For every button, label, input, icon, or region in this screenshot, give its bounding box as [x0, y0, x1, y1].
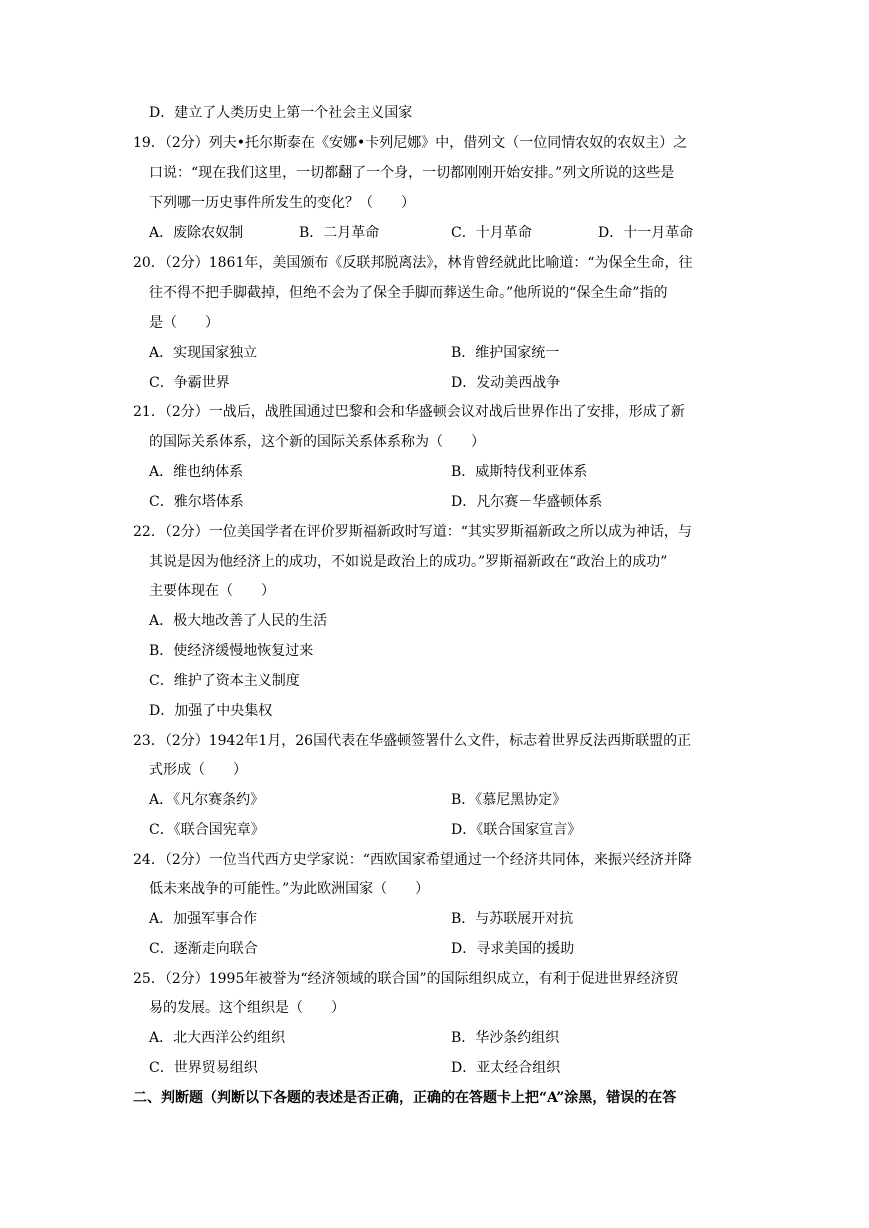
- q22-stem-line2: 其说是因为他经济上的成功，不如说是政治上的成功。”罗斯福新政在“政治上的成功”: [149, 554, 668, 570]
- q19-stem-line1: 19．（2分）列夫•托尔斯泰在《安娜•卡列尼娜》中，借列文（一位同情农奴的农奴主）之: [133, 135, 688, 151]
- q21-option-d: D．凡尔赛－华盛顿体系: [451, 494, 603, 510]
- section-2-heading: 二、判断题（判断以下各题的表述是否正确，正确的在答题卡上把“A”涂黑，错误的在答: [133, 1090, 677, 1106]
- q22-option-a: A．极大地改善了人民的生活: [149, 613, 328, 629]
- q21-stem-line2: 的国际关系体系，这个新的国际关系体系称为（ ）: [149, 434, 485, 450]
- q23-option-d: D．《联合国家宣言》: [451, 822, 582, 838]
- q23-option-b: B．《慕尼黑协定》: [451, 792, 567, 808]
- q19-option-c: C．十月革命: [451, 225, 532, 241]
- q24-stem-line2: 低未来战争的可能性。”为此欧洲国家（ ）: [149, 881, 430, 897]
- q25-option-c: C．世界贸易组织: [149, 1060, 258, 1076]
- q18-option-d: D．建立了人类历史上第一个社会主义国家: [149, 105, 413, 121]
- q23-option-a: A．《凡尔赛条约》: [149, 792, 265, 808]
- q24-option-c: C．逐渐走向联合: [149, 941, 258, 957]
- q21-option-b: B．威斯特伐利亚体系: [451, 464, 588, 480]
- q24-option-a: A．加强军事合作: [149, 911, 258, 927]
- q25-option-b: B．华沙条约组织: [451, 1030, 560, 1046]
- q22-option-b: B．使经济缓慢地恢复过来: [149, 643, 314, 659]
- q20-stem-line3: 是（ ）: [149, 315, 219, 331]
- q20-option-c: C．争霸世界: [149, 375, 230, 391]
- q24-option-b: B．与苏联展开对抗: [451, 911, 574, 927]
- q24-option-d: D．寻求美国的援助: [451, 941, 575, 957]
- q20-option-d: D．发动美西战争: [451, 375, 561, 391]
- q22-stem-line3: 主要体现在（ ）: [149, 583, 275, 599]
- q19-option-d: D．十一月革命: [598, 225, 694, 241]
- q25-stem-line1: 25．（2分）1995年被誉为“经济领域的联合国”的国际组织成立，有利于促进世界经济贸: [133, 971, 679, 987]
- q25-option-d: D．亚太经合组织: [451, 1060, 561, 1076]
- q22-stem-line1: 22．（2分）一位美国学者在评价罗斯福新政时写道：“其实罗斯福新政之所以成为神话，与: [133, 524, 692, 540]
- q23-option-c: C．《联合国宪章》: [149, 822, 265, 838]
- q25-stem-line2: 易的发展。这个组织是（ ）: [149, 1000, 345, 1016]
- q19-option-b: B．二月革命: [299, 225, 380, 241]
- q20-option-a: A．实现国家独立: [149, 345, 258, 361]
- q19-option-a: A．废除农奴制: [149, 225, 244, 241]
- q21-option-a: A．维也纳体系: [149, 464, 244, 480]
- q22-option-d: D．加强了中央集权: [149, 703, 273, 719]
- q23-stem-line1: 23．（2分）1942年1月，26国代表在华盛顿签署什么文件，标志着世界反法西斯联盟的正: [133, 733, 692, 749]
- q20-option-b: B．维护国家统一: [451, 345, 560, 361]
- q24-stem-line1: 24．（2分）一位当代西方史学家说：“西欧国家希望通过一个经济共同体，来振兴经济并降: [133, 852, 692, 868]
- q23-stem-line2: 式形成（ ）: [149, 762, 247, 778]
- q19-stem-line2: 口说：“现在我们这里，一切都翻了一个身，一切都刚刚开始安排。”列文所说的这些是: [149, 165, 675, 181]
- q22-option-c: C．维护了资本主义制度: [149, 673, 300, 689]
- q21-option-c: C．雅尔塔体系: [149, 494, 244, 510]
- q20-stem-line2: 往不得不把手脚截掉，但绝不会为了保全手脚而葬送生命。”他所说的“保全生命”指的: [149, 285, 668, 301]
- q19-stem-line3: 下列哪一历史事件所发生的变化？（ ）: [149, 195, 415, 211]
- q21-stem-line1: 21．（2分）一战后，战胜国通过巴黎和会和华盛顿会议对战后世界作出了安排，形成了新: [133, 404, 685, 420]
- q20-stem-line1: 20．（2分）1861年，美国颁布《反联邦脱离法》，林肯曾经就此比喻道：“为保全生命，往: [133, 255, 693, 271]
- q25-option-a: A．北大西洋公约组织: [149, 1030, 286, 1046]
